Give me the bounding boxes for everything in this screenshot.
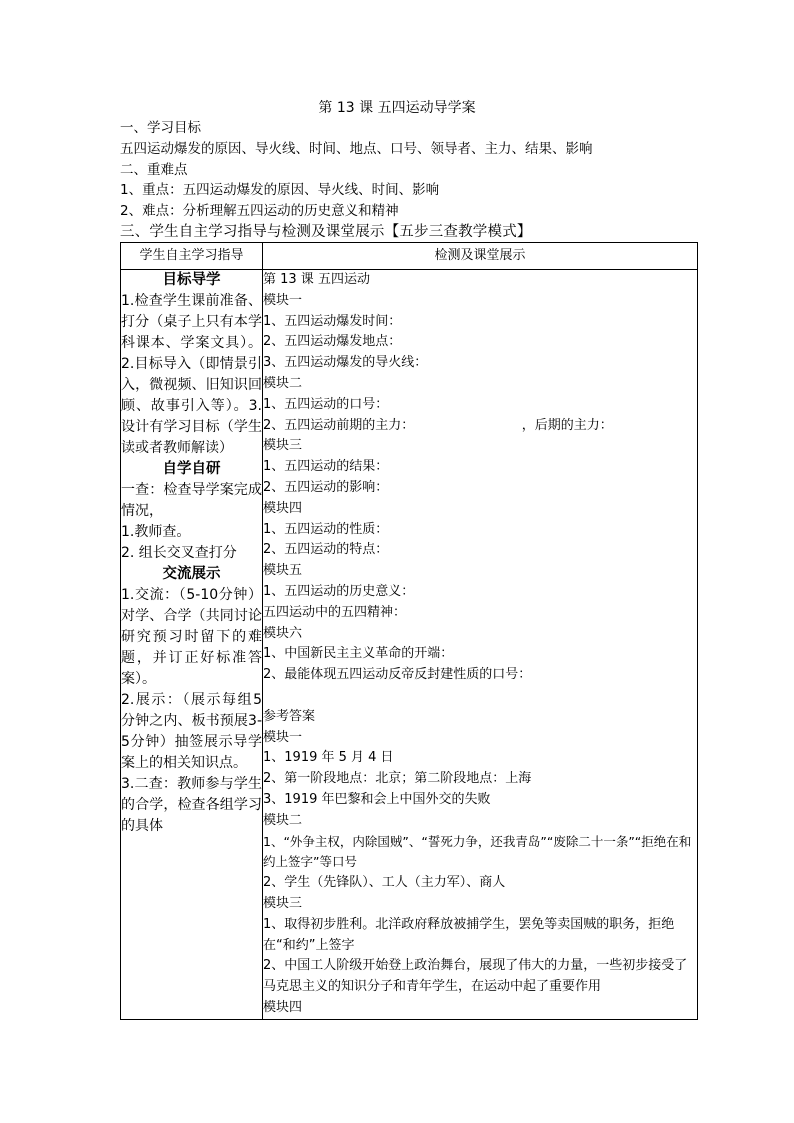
intro-line: 二、重难点 (120, 161, 188, 178)
blank-line (263, 686, 697, 707)
guide-paragraph: 一查：检查导学案完成情况， (121, 482, 262, 519)
answer-line: 1、“外争主权，内除国贼”、“誓死力争，还我青岛”“废除二十一条”“拒绝在和约上签字”等口号 (263, 833, 692, 870)
exercise-line: 模块五 (263, 563, 303, 579)
table-header-row (121, 243, 698, 270)
exercise-line: 2、五四运动的特点： (263, 542, 389, 558)
guide-paragraph: 1.交流：（5-10分钟）对学、合学（共同讨论研究预习时留下的难题，并订正好标准答案）。 (121, 587, 262, 687)
answer-line: 1、取得初步胜利。北洋政府释放被捕学生，罢免等卖国贼的职务，拒绝在“和约”上签字 (263, 916, 675, 953)
guide-paragraph: 2. 组长交叉查打分 (121, 545, 237, 561)
exercise-line: 1、五四运动的性质： (263, 521, 389, 537)
section-heading: 自学自研 (162, 461, 221, 477)
section-heading: 目标导学 (162, 272, 221, 288)
exercise-line: 1、五四运动的结果： (263, 459, 389, 475)
answer-line: 2、中国工人阶级开始登上政治舞台，展现了伟大的力量，一些初步接受了马克思主义的知识分子和青年学生，在运动中起了重要作用 (263, 958, 688, 995)
exercise-line: 1、五四运动的口号： (263, 396, 389, 412)
answer-line: 模块一 (263, 729, 303, 745)
exercise-line: 模块四 (263, 500, 303, 516)
exercise-line: 模块一 (263, 292, 303, 308)
guide-paragraph: 3.二查：教师参与学生的合学，检查各组学习的具体 (121, 776, 262, 834)
header-left: 学生自主学习指导 (121, 243, 263, 270)
answer-line: 模块四 (263, 999, 303, 1015)
exercise-line: 五四运动中的五四精神： (263, 604, 407, 620)
exercise-line: 模块二 (263, 375, 303, 391)
exercise-line: 第 13 课 五四运动 (263, 272, 370, 287)
intro-section (120, 118, 700, 243)
guide-column (121, 270, 263, 1020)
answer-line: 模块二 (263, 812, 303, 828)
exercise-line: 2、五四运动前期的主力： ，后期的主力： (263, 417, 613, 433)
guide-table (120, 242, 698, 1020)
exercise-line: 3、五四运动爆发的导火线： (263, 355, 428, 371)
intro-line: 1、重点：五四运动爆发的原因、导火线、时间、影响 (120, 182, 440, 199)
exercise-line: 1、五四运动的历史意义： (263, 583, 415, 599)
answer-line: 1、1919 年 5 月 4 日 (263, 750, 394, 766)
answer-line: 3、1919 年巴黎和会上中国外交的失败 (263, 791, 491, 807)
exercise-line: 2、五四运动爆发地点： (263, 334, 402, 350)
exercise-line: 2、五四运动的影响： (263, 479, 389, 495)
answer-line: 2、学生（先锋队）、工人（主力军）、商人 (263, 875, 506, 891)
exercise-line: 模块六 (263, 625, 303, 641)
exercise-column (263, 270, 698, 1020)
intro-line: 五四运动爆发的原因、导火线、时间、地点、口号、领导者、主力、结果、影响 (120, 140, 593, 157)
answer-line: 2、第一阶段地点：北京；第二阶段地点：上海 (263, 771, 532, 787)
exercise-line: 模块三 (263, 438, 303, 454)
guide-paragraph: 1.教师查。 (121, 524, 191, 540)
answer-line: 模块三 (263, 895, 303, 911)
guide-paragraph: 1.检查学生课前准备、打分（桌子上只有本学科课本、学案文具）。2.目标导入（即情景引入，微视频、旧知识回顾、故事引入等）。3.设计有学习目标（学生读或者教师解读） (121, 293, 262, 456)
exercise-line: 2、最能体现五四运动反帝反封建性质的口号： (263, 667, 532, 683)
header-right: 检测及课堂展示 (263, 243, 698, 270)
guide-paragraph: 2.展示：（展示每组5分钟之内、板书预展3-5分钟）抽签展示导学案上的相关知识点。 (121, 692, 262, 771)
page-title: 第 13 课 五四运动导学案 (318, 100, 476, 116)
answer-heading: 参考答案 (263, 708, 316, 724)
intro-line: 三、学生自主学习指导与检测及课堂展示【五步三查教学模式】 (120, 223, 532, 240)
table-body-row (121, 270, 698, 1020)
section-heading: 交流展示 (162, 566, 221, 582)
exercise-line: 1、五四运动爆发时间： (263, 313, 402, 329)
exercise-line: 1、中国新民主主义革命的开端： (263, 646, 454, 662)
intro-line: 2、难点：分析理解五四运动的历史意义和精神 (120, 203, 399, 220)
intro-line: 一、学习目标 (120, 120, 201, 136)
